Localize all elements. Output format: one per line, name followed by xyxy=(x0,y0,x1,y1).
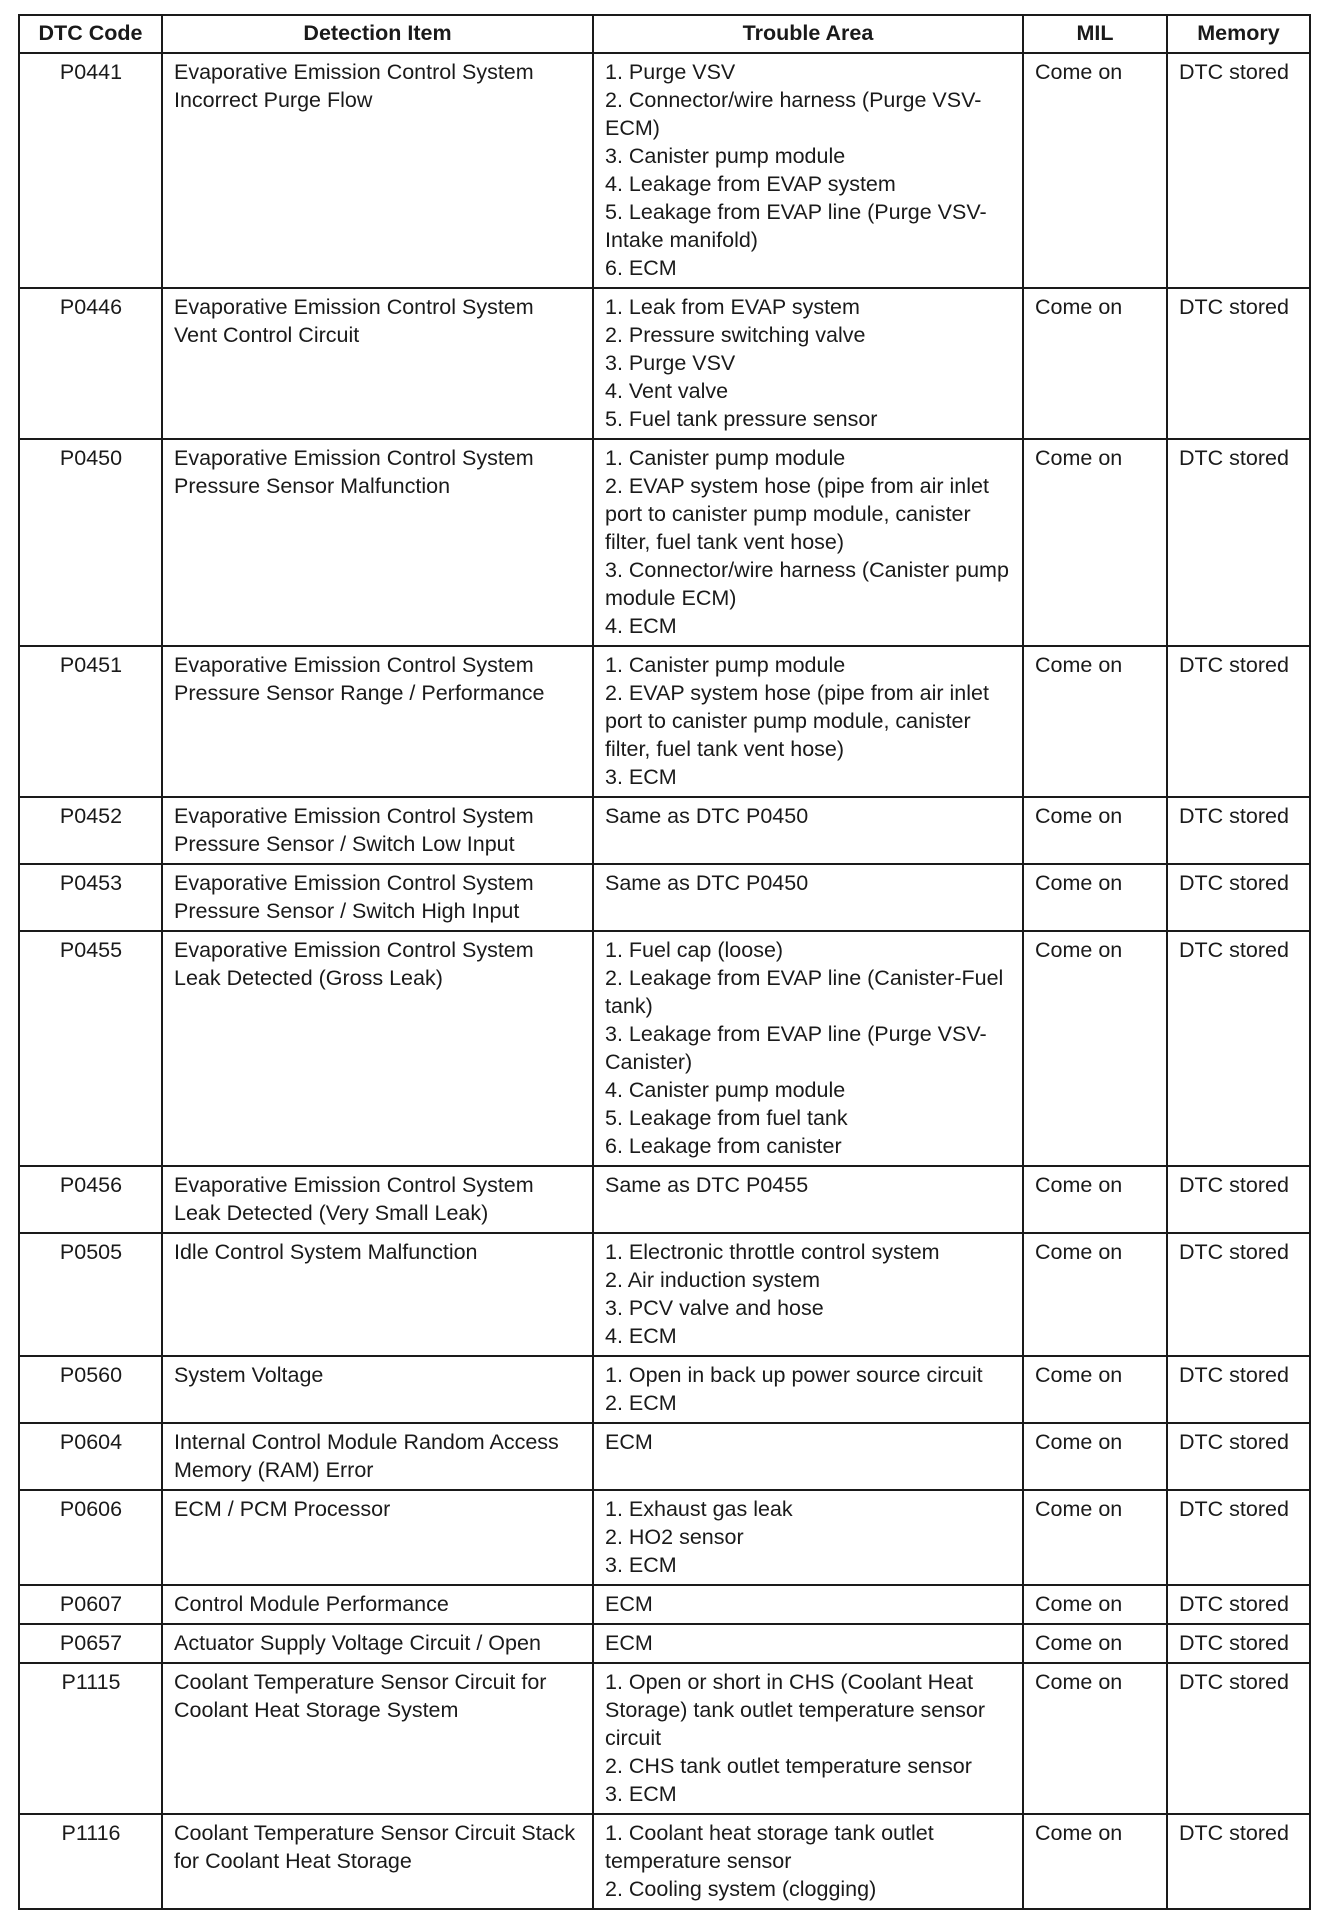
trouble-area-line: 1. Open in back up power source circuit xyxy=(605,1363,983,1387)
detection-item-line: Evaporative Emission Control System xyxy=(174,295,534,319)
mil-cell: Come on xyxy=(1023,1663,1167,1814)
trouble-area-cell xyxy=(593,1233,1023,1356)
table-row xyxy=(19,1356,1310,1423)
trouble-area-line: 3. ECM xyxy=(605,1782,677,1806)
trouble-area-line: 6. Leakage from canister xyxy=(605,1134,842,1158)
trouble-area-line: 5. Leakage from EVAP line (Purge VSV-Intake manifold) xyxy=(605,200,987,252)
dtc-code-cell: P0505 xyxy=(19,1233,162,1356)
trouble-area-line: 3. Canister pump module xyxy=(605,144,846,168)
header-detection-item: Detection Item xyxy=(162,15,593,53)
mil-cell: Come on xyxy=(1023,864,1167,931)
header-row xyxy=(19,15,1310,53)
dtc-code-cell: P0455 xyxy=(19,931,162,1166)
trouble-area-cell xyxy=(593,1814,1023,1909)
trouble-area-line: 2. Air induction system xyxy=(605,1268,821,1292)
trouble-area-line: 4. Vent valve xyxy=(605,379,729,403)
detection-item-line: Leak Detected (Gross Leak) xyxy=(174,966,443,990)
dtc-table xyxy=(18,14,1311,1910)
trouble-area-cell xyxy=(593,439,1023,646)
dtc-code-cell: P0441 xyxy=(19,53,162,288)
detection-item-line: Pressure Sensor Range / Performance xyxy=(174,681,545,705)
detection-item-line: Evaporative Emission Control System xyxy=(174,804,534,828)
dtc-code-cell: P0453 xyxy=(19,864,162,931)
memory-cell: DTC stored xyxy=(1167,1663,1310,1814)
detection-item-line: Internal Control Module Random Access Memory (RAM) Error xyxy=(174,1430,559,1482)
detection-item-cell xyxy=(162,1663,593,1814)
trouble-area-line: 2. EVAP system hose (pipe from air inlet port to canister pump module, canister filter, fuel tank vent hose) xyxy=(605,681,989,761)
trouble-area-cell xyxy=(593,1624,1023,1663)
detection-item-line: Idle Control System Malfunction xyxy=(174,1240,478,1264)
trouble-area-line: 1. Canister pump module xyxy=(605,446,846,470)
detection-item-cell xyxy=(162,1356,593,1423)
trouble-area-line: 5. Fuel tank pressure sensor xyxy=(605,407,878,431)
trouble-area-line: 2. HO2 sensor xyxy=(605,1525,744,1549)
detection-item-cell xyxy=(162,1585,593,1624)
table-row xyxy=(19,53,1310,288)
detection-item-cell xyxy=(162,439,593,646)
mil-cell: Come on xyxy=(1023,439,1167,646)
mil-cell: Come on xyxy=(1023,1624,1167,1663)
memory-cell: DTC stored xyxy=(1167,1585,1310,1624)
trouble-area-cell xyxy=(593,1356,1023,1423)
trouble-area-line: 1. Coolant heat storage tank outlet temperature sensor xyxy=(605,1821,934,1873)
header-memory: Memory xyxy=(1167,15,1310,53)
trouble-area-cell xyxy=(593,646,1023,797)
detection-item-line: Pressure Sensor Malfunction xyxy=(174,474,451,498)
trouble-area-cell xyxy=(593,288,1023,439)
trouble-area-cell xyxy=(593,864,1023,931)
trouble-area-line: 1. Fuel cap (loose) xyxy=(605,938,784,962)
detection-item-line: Evaporative Emission Control System xyxy=(174,1173,534,1197)
memory-cell: DTC stored xyxy=(1167,931,1310,1166)
detection-item-cell xyxy=(162,797,593,864)
memory-cell: DTC stored xyxy=(1167,53,1310,288)
detection-item-cell xyxy=(162,1490,593,1585)
detection-item-cell xyxy=(162,1624,593,1663)
trouble-area-line: 1. Exhaust gas leak xyxy=(605,1497,793,1521)
table-row xyxy=(19,1423,1310,1490)
memory-cell: DTC stored xyxy=(1167,1356,1310,1423)
dtc-code-cell: P0560 xyxy=(19,1356,162,1423)
detection-item-cell xyxy=(162,646,593,797)
table-row xyxy=(19,1585,1310,1624)
trouble-area-line: 6. ECM xyxy=(605,256,677,280)
detection-item-line: Evaporative Emission Control System xyxy=(174,653,534,677)
detection-item-cell xyxy=(162,53,593,288)
header-trouble-area: Trouble Area xyxy=(593,15,1023,53)
trouble-area-cell xyxy=(593,1166,1023,1233)
trouble-area-cell xyxy=(593,931,1023,1166)
trouble-area-line: 1. Open or short in CHS (Coolant Heat Storage) tank outlet temperature sensor circuit xyxy=(605,1670,986,1750)
trouble-area-line: Same as DTC P0450 xyxy=(605,871,809,895)
mil-cell: Come on xyxy=(1023,288,1167,439)
detection-item-line: Evaporative Emission Control System xyxy=(174,938,534,962)
trouble-area-cell xyxy=(593,1490,1023,1585)
detection-item-cell xyxy=(162,1814,593,1909)
table-row xyxy=(19,1814,1310,1909)
trouble-area-line: 3. Connector/wire harness (Canister pump module ECM) xyxy=(605,558,1009,610)
detection-item-line: Vent Control Circuit xyxy=(174,323,360,347)
dtc-code-cell: P0452 xyxy=(19,797,162,864)
table-row xyxy=(19,1166,1310,1233)
trouble-area-line: 3. Purge VSV xyxy=(605,351,736,375)
table-body xyxy=(19,53,1310,1909)
table-row xyxy=(19,797,1310,864)
trouble-area-line: 4. ECM xyxy=(605,614,677,638)
header-mil: MIL xyxy=(1023,15,1167,53)
dtc-code-cell: P0446 xyxy=(19,288,162,439)
trouble-area-line: 2. Cooling system (clogging) xyxy=(605,1877,877,1901)
trouble-area-line: 3. PCV valve and hose xyxy=(605,1296,824,1320)
trouble-area-line: 1. Leak from EVAP system xyxy=(605,295,860,319)
detection-item-cell xyxy=(162,1166,593,1233)
memory-cell: DTC stored xyxy=(1167,1490,1310,1585)
detection-item-line: Evaporative Emission Control System xyxy=(174,871,534,895)
memory-cell: DTC stored xyxy=(1167,646,1310,797)
trouble-area-line: 1. Canister pump module xyxy=(605,653,846,677)
trouble-area-cell xyxy=(593,1663,1023,1814)
memory-cell: DTC stored xyxy=(1167,1166,1310,1233)
dtc-code-cell: P0607 xyxy=(19,1585,162,1624)
trouble-area-cell xyxy=(593,1423,1023,1490)
trouble-area-line: 3. ECM xyxy=(605,765,677,789)
dtc-code-cell: P0657 xyxy=(19,1624,162,1663)
trouble-area-line: Same as DTC P0455 xyxy=(605,1173,809,1197)
mil-cell: Come on xyxy=(1023,1423,1167,1490)
trouble-area-line: 5. Leakage from fuel tank xyxy=(605,1106,848,1130)
table-row xyxy=(19,1663,1310,1814)
detection-item-cell xyxy=(162,931,593,1166)
detection-item-line: Evaporative Emission Control System xyxy=(174,60,534,84)
dtc-code-cell: P0456 xyxy=(19,1166,162,1233)
trouble-area-line: 2. Connector/wire harness (Purge VSV-ECM) xyxy=(605,88,982,140)
table-row xyxy=(19,288,1310,439)
trouble-area-line: 3. ECM xyxy=(605,1553,677,1577)
trouble-area-line: 2. EVAP system hose (pipe from air inlet port to canister pump module, canister filter, fuel tank vent hose) xyxy=(605,474,989,554)
memory-cell: DTC stored xyxy=(1167,439,1310,646)
dtc-code-cell: P1116 xyxy=(19,1814,162,1909)
memory-cell: DTC stored xyxy=(1167,797,1310,864)
detection-item-cell xyxy=(162,1423,593,1490)
mil-cell: Come on xyxy=(1023,646,1167,797)
header-dtc-code: DTC Code xyxy=(19,15,162,53)
detection-item-line: Coolant Temperature Sensor Circuit for Coolant Heat Storage System xyxy=(174,1670,547,1722)
memory-cell: DTC stored xyxy=(1167,864,1310,931)
trouble-area-line: 2. CHS tank outlet temperature sensor xyxy=(605,1754,972,1778)
mil-cell: Come on xyxy=(1023,1356,1167,1423)
mil-cell: Come on xyxy=(1023,1490,1167,1585)
detection-item-line: ECM / PCM Processor xyxy=(174,1497,391,1521)
mil-cell: Come on xyxy=(1023,931,1167,1166)
trouble-area-line: 2. Pressure switching valve xyxy=(605,323,866,347)
trouble-area-line: 1. Purge VSV xyxy=(605,60,736,84)
detection-item-line: Leak Detected (Very Small Leak) xyxy=(174,1201,489,1225)
table-row xyxy=(19,439,1310,646)
trouble-area-line: ECM xyxy=(605,1631,653,1655)
trouble-area-line: 2. ECM xyxy=(605,1391,677,1415)
mil-cell: Come on xyxy=(1023,1585,1167,1624)
mil-cell: Come on xyxy=(1023,1233,1167,1356)
trouble-area-line: ECM xyxy=(605,1592,653,1616)
trouble-area-line: 4. Canister pump module xyxy=(605,1078,846,1102)
detection-item-cell xyxy=(162,1233,593,1356)
table-row xyxy=(19,864,1310,931)
detection-item-line: Control Module Performance xyxy=(174,1592,449,1616)
detection-item-line: Pressure Sensor / Switch High Input xyxy=(174,899,520,923)
detection-item-cell xyxy=(162,864,593,931)
mil-cell: Come on xyxy=(1023,1166,1167,1233)
trouble-area-line: ECM xyxy=(605,1430,653,1454)
trouble-area-cell xyxy=(593,797,1023,864)
table-header xyxy=(19,15,1310,53)
dtc-code-cell: P0451 xyxy=(19,646,162,797)
table-row xyxy=(19,646,1310,797)
trouble-area-line: 3. Leakage from EVAP line (Purge VSV-Canister) xyxy=(605,1022,987,1074)
table-row xyxy=(19,1490,1310,1585)
trouble-area-line: 4. ECM xyxy=(605,1324,677,1348)
detection-item-line: Incorrect Purge Flow xyxy=(174,88,373,112)
memory-cell: DTC stored xyxy=(1167,1233,1310,1356)
trouble-area-line: 1. Electronic throttle control system xyxy=(605,1240,940,1264)
trouble-area-cell xyxy=(593,1585,1023,1624)
memory-cell: DTC stored xyxy=(1167,1624,1310,1663)
detection-item-line: Actuator Supply Voltage Circuit / Open xyxy=(174,1631,541,1655)
memory-cell: DTC stored xyxy=(1167,1423,1310,1490)
dtc-code-cell: P0604 xyxy=(19,1423,162,1490)
table-row xyxy=(19,931,1310,1166)
dtc-code-cell: P0450 xyxy=(19,439,162,646)
detection-item-cell xyxy=(162,288,593,439)
memory-cell: DTC stored xyxy=(1167,1814,1310,1909)
dtc-code-cell: P0606 xyxy=(19,1490,162,1585)
table-row xyxy=(19,1624,1310,1663)
mil-cell: Come on xyxy=(1023,53,1167,288)
dtc-code-cell: P1115 xyxy=(19,1663,162,1814)
trouble-area-line: 2. Leakage from EVAP line (Canister-Fuel tank) xyxy=(605,966,1004,1018)
table-row xyxy=(19,1233,1310,1356)
detection-item-line: Coolant Temperature Sensor Circuit Stack for Coolant Heat Storage xyxy=(174,1821,576,1873)
trouble-area-cell xyxy=(593,53,1023,288)
mil-cell: Come on xyxy=(1023,1814,1167,1909)
detection-item-line: System Voltage xyxy=(174,1363,324,1387)
mil-cell: Come on xyxy=(1023,797,1167,864)
detection-item-line: Pressure Sensor / Switch Low Input xyxy=(174,832,515,856)
trouble-area-line: 4. Leakage from EVAP system xyxy=(605,172,896,196)
trouble-area-line: Same as DTC P0450 xyxy=(605,804,809,828)
memory-cell: DTC stored xyxy=(1167,288,1310,439)
detection-item-line: Evaporative Emission Control System xyxy=(174,446,534,470)
